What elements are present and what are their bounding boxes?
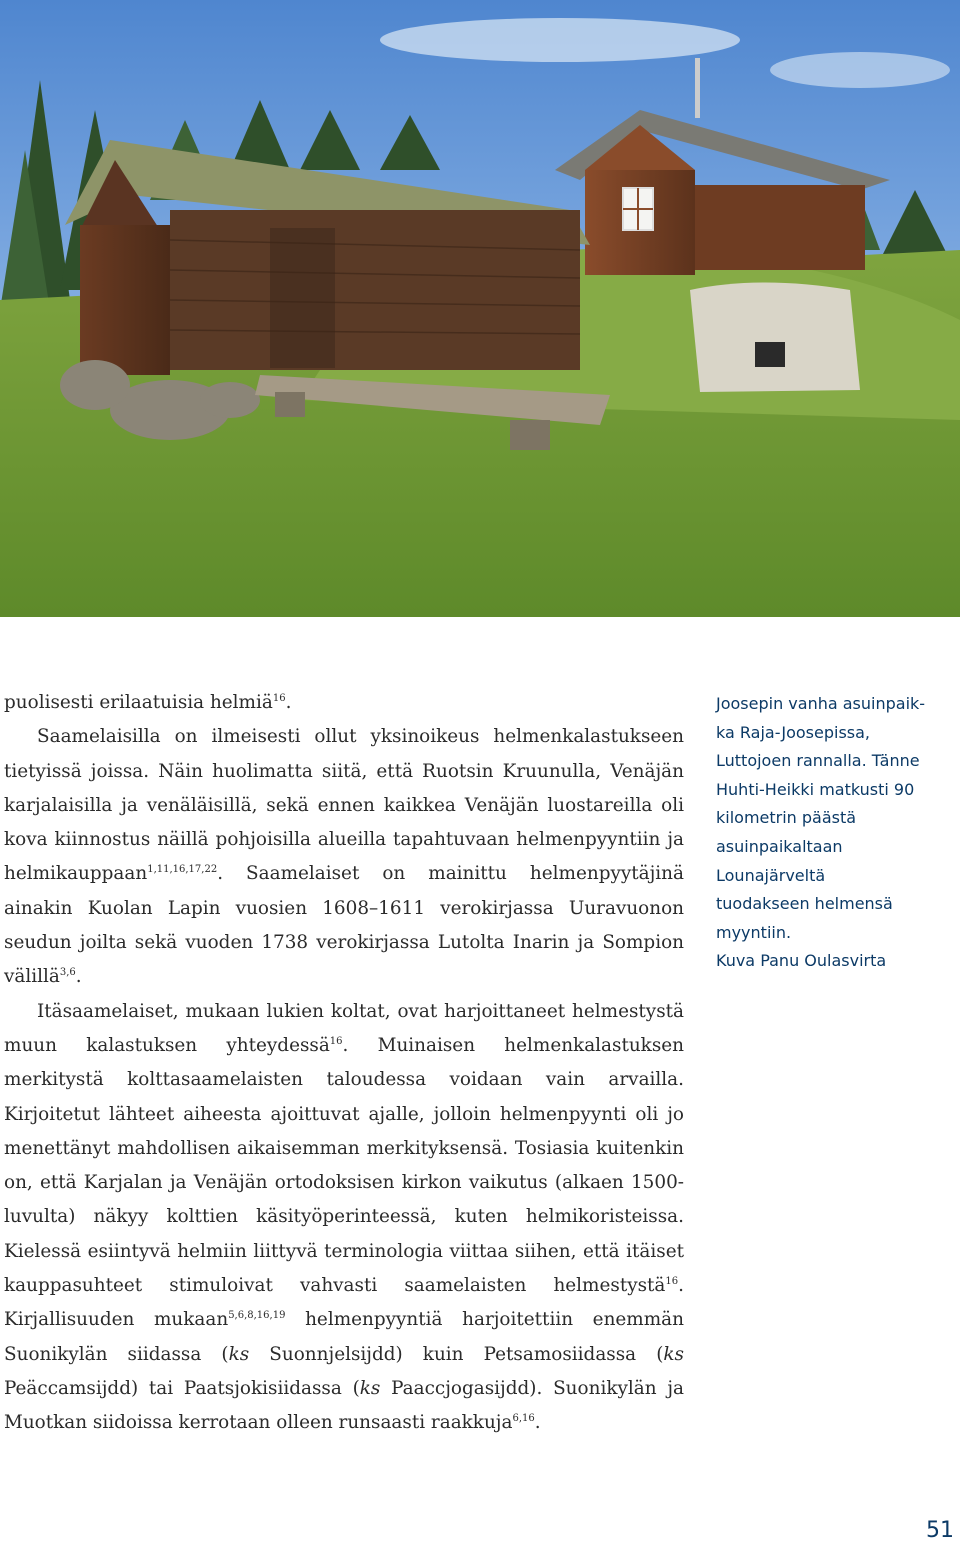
reference-superscript: 6,16	[512, 1413, 535, 1425]
reference-superscript: 1,11,16,17,22	[147, 864, 218, 876]
text-run: .	[534, 1412, 541, 1434]
caption-line: Luttojoen rannalla. Tänne	[716, 751, 920, 771]
text-run: Saamelaisilla on ilmeisesti ollut yksinoikeus helmenkalastukseen tietyissä joissa. Näin huolimatta siitä, että Ruotsin Kruunulla, Venäjän karjalaisilla ja venäläisillä, sekä ennen kaikkea Venäjän luostareilla oli kova kiinnostus näillä pohjoisilla alueilla tapahtuvaan helmenpyyntiin ja helmikauppaan	[4, 726, 684, 885]
text-run: .	[285, 692, 292, 713]
italic-abbreviation: ks	[663, 1343, 684, 1365]
reference-superscript: 3,6	[59, 967, 76, 979]
photo-log-buildings	[0, 0, 960, 617]
page-number: 51	[926, 1518, 954, 1543]
body-text	[4, 686, 684, 1441]
caption-line: kilometrin päästä	[716, 808, 857, 828]
reference-superscript: 16	[329, 1035, 343, 1047]
caption-line: Kuva Panu Oulasvirta	[716, 951, 887, 971]
reference-superscript: 5,6,8,16,19	[228, 1310, 286, 1322]
paragraph-3	[4, 995, 684, 1441]
landscape-illustration	[0, 0, 960, 617]
italic-abbreviation: ks	[228, 1343, 250, 1365]
text-run: helmenpyyntiä harjoitettiin enemmän Suonikylän siidassa (	[4, 1309, 684, 1365]
caption-line: ka Raja-Joosepissa,	[716, 722, 870, 742]
text-run: . Muinaisen helmenkalastuksen merkitystä kolttasaamelaisten taloudessa voidaan vain arvailla. Kirjoitetut lähteet aiheesta ajoittuvat ajalle, jolloin helmenpyynti oli jo menettänyt mahdollisen aikaisemman merkityksensä. Tosiasia kuitenkin on, että Karjalan ja Venäjän ortodoksisen kirkon vaikutus (alkaen 1500-luvulta) näkyy kolttien käsityöperinteessä, kuten helmikoristeissa. Kielessä esiintyvä helmiin liittyvä terminologia viittaa siihen, että itäiset kauppasuhteet stimuloivat vahvasti saamelaisten helmestystä	[4, 1034, 684, 1297]
reference-superscript: 16	[272, 693, 286, 704]
text-run: Paaccjogasijdd). Suonikylän ja Muotkan siidoissa kerrotaan olleen runsaasti raakkuja	[4, 1377, 684, 1434]
caption-line: tuodakseen helmensä	[716, 894, 893, 914]
text-run: . Saamelaiset on mainittu helmenpyytäjinä ainakin Kuolan Lapin vuosien 1608–1611 verokirjassa Uuravuonon seudun joilta sekä vuoden 1738 verokirjassa Lutolta Inarin ja Sompion välillä	[4, 863, 684, 988]
text-run: . Kirjallisuuden mukaan	[4, 1275, 684, 1331]
text-run: Itäsaamelaiset, mukaan lukien koltat, ovat harjoittaneet helmestystä muun kalastuksen yhteydessä	[4, 1000, 684, 1056]
paragraph-2	[4, 720, 684, 994]
caption-line: Huhti-Heikki matkusti 90	[716, 779, 915, 799]
text-run: .	[75, 966, 82, 988]
paragraph-1	[4, 686, 684, 720]
caption-line: asuinpaikaltaan	[716, 836, 843, 856]
caption-line: Lounajärveltä	[716, 865, 826, 885]
text-run: Peäccamsijdd) tai Paatsjokisiidassa (	[4, 1377, 360, 1399]
caption-line: myyntiin.	[716, 922, 792, 942]
text-run: puolisesti erilaatuisia helmiä	[4, 692, 273, 713]
italic-abbreviation: ks	[359, 1377, 381, 1399]
caption-line: Joosepin vanha asuinpaik-	[716, 694, 926, 713]
reference-superscript: 16	[665, 1276, 679, 1288]
photo-caption	[716, 690, 960, 976]
text-run: Suonnjelsijdd) kuin Petsamosiidassa (	[249, 1343, 664, 1365]
